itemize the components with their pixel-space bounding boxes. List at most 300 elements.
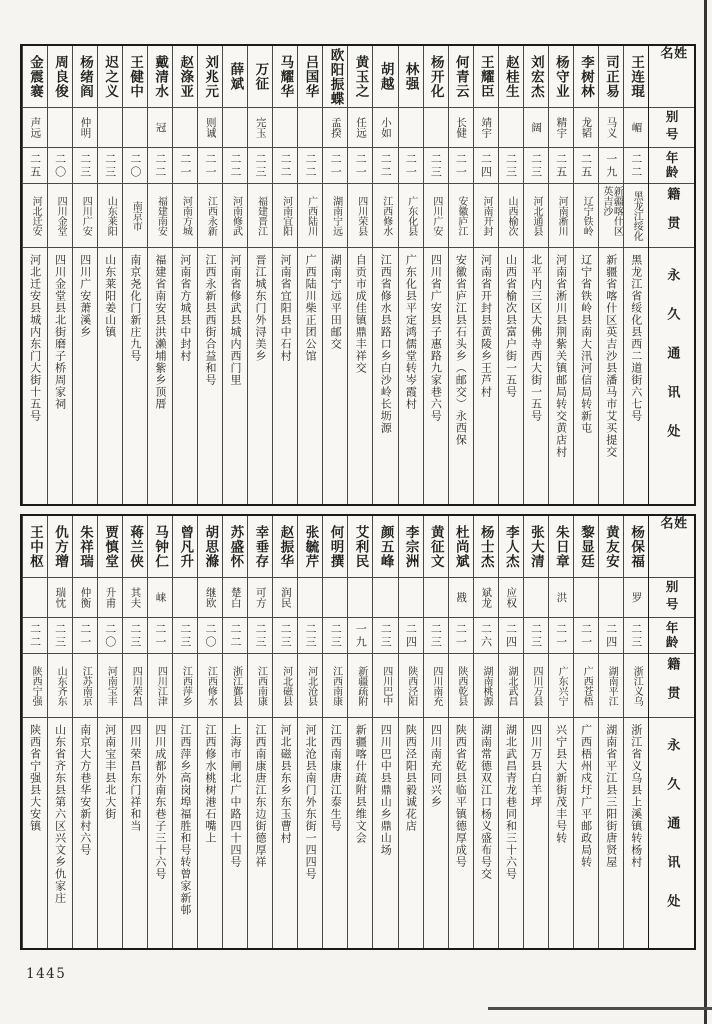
name-cell — [73, 516, 97, 578]
age-text: 二一 — [153, 622, 167, 649]
name-cell — [273, 516, 297, 578]
age-cell — [223, 618, 247, 654]
person-column — [623, 46, 648, 504]
name-cell — [198, 46, 222, 108]
origin-text: 河南宜阳 — [280, 195, 292, 236]
person-column — [122, 46, 147, 504]
age-text: 二二 — [28, 622, 42, 649]
name-cell — [348, 46, 372, 108]
alias-cell — [449, 578, 473, 618]
alias-cell — [148, 578, 172, 618]
age-text: 二三 — [254, 622, 268, 649]
address-text: 辽宁省铁岭县南大汛河信局转新屯 — [579, 254, 593, 434]
alias-cell — [574, 108, 598, 148]
name-text: 吕国华 — [302, 54, 319, 99]
address-cell — [123, 718, 147, 948]
age-text: 二一 — [78, 622, 92, 649]
address-text: 黑龙江省绥化县西二道街六七号 — [629, 254, 643, 422]
age-cell — [198, 148, 222, 184]
alias-cell — [223, 578, 247, 618]
alias-cell — [123, 578, 147, 618]
header-column — [648, 46, 694, 504]
name-cell — [624, 46, 648, 108]
alias-text: 完玉 — [254, 117, 267, 138]
age-text: 二〇 — [128, 152, 142, 179]
name-text: 马耀华 — [277, 54, 294, 99]
age-text: 二三 — [329, 622, 343, 649]
alias-cell — [73, 578, 97, 618]
origin-cell — [23, 184, 47, 248]
address-text: 山东省齐东县第六区兴文乡仇家庄 — [53, 724, 67, 904]
age-text: 二一 — [178, 152, 192, 179]
address-cell — [48, 248, 72, 504]
age-text: 二〇 — [103, 622, 117, 649]
origin-text: 河南淅川 — [556, 195, 568, 236]
name-cell — [524, 46, 548, 108]
name-cell — [373, 516, 397, 578]
name-cell — [123, 516, 147, 578]
origin-text: 四川广安 — [430, 195, 442, 236]
origin-cell — [73, 654, 97, 718]
person-column — [297, 516, 322, 948]
header-cell-age — [649, 618, 694, 654]
origin-text: 四川广安 — [80, 195, 92, 236]
origin-cell — [449, 184, 473, 248]
address-cell — [624, 248, 648, 504]
alias-cell — [449, 108, 473, 148]
age-text: 二三 — [429, 152, 443, 179]
origin-text: 四川南充 — [430, 665, 442, 706]
name-cell — [449, 516, 473, 578]
name-cell — [373, 46, 397, 108]
alias-cell — [549, 108, 573, 148]
address-text: 新疆喀什疏附县维文会 — [354, 724, 368, 844]
alias-text: 仲明 — [79, 117, 92, 138]
alias-cell — [499, 578, 523, 618]
person-column — [423, 516, 448, 948]
name-text: 曾凡升 — [177, 524, 194, 569]
origin-cell — [624, 184, 648, 248]
name-text: 蒋兰侠 — [127, 524, 144, 569]
name-text: 王健中 — [127, 54, 144, 99]
age-cell — [549, 618, 573, 654]
person-column — [322, 516, 347, 948]
alias-cell — [373, 578, 397, 618]
origin-text: 陕西泾阳 — [405, 665, 417, 706]
name-cell — [524, 516, 548, 578]
header-label-age: 年龄 — [664, 621, 680, 650]
name-cell — [173, 516, 197, 578]
name-text: 刘兆元 — [202, 54, 219, 99]
address-text: 河北迁安县城内东门大街十五号 — [28, 254, 42, 422]
age-text: 二三 — [304, 622, 318, 649]
address-cell — [323, 248, 347, 504]
origin-text: 湖南桃源 — [480, 665, 492, 706]
person-column — [598, 516, 623, 948]
origin-cell — [148, 184, 172, 248]
person-column — [372, 46, 397, 504]
age-text: 二一 — [404, 152, 418, 179]
name-cell — [574, 516, 598, 578]
alias-cell — [148, 108, 172, 148]
address-text: 江西萍乡高岗埠福胜和号转曾家新邨 — [178, 724, 192, 916]
name-cell — [449, 46, 473, 108]
alias-cell — [298, 578, 322, 618]
origin-cell — [173, 184, 197, 248]
name-text: 赵涤亚 — [177, 54, 194, 99]
alias-text: 升甫 — [104, 587, 117, 608]
age-cell — [449, 618, 473, 654]
age-cell — [348, 148, 372, 184]
address-cell — [549, 248, 573, 504]
origin-cell — [599, 184, 623, 248]
address-cell — [524, 718, 548, 948]
origin-cell — [399, 654, 423, 718]
person-column — [473, 516, 498, 948]
name-text: 朱祥瑞 — [77, 524, 94, 569]
origin-text: 河南方城 — [180, 195, 192, 236]
name-text: 杨保福 — [628, 524, 645, 569]
address-text: 四川巴中县鼎山乡鼎山场 — [379, 724, 393, 856]
address-cell — [449, 718, 473, 948]
alias-text: 崃 — [154, 592, 167, 603]
address-text: 四川南充同兴乡 — [429, 724, 443, 808]
origin-cell — [298, 654, 322, 718]
age-cell — [449, 148, 473, 184]
name-text: 万征 — [252, 62, 269, 91]
name-cell — [148, 516, 172, 578]
name-text: 金震褰 — [26, 54, 43, 99]
name-text: 刘宏杰 — [527, 54, 544, 99]
age-cell — [323, 618, 347, 654]
origin-text: 河北通县 — [531, 195, 543, 236]
age-cell — [123, 148, 147, 184]
origin-text: 浙江鄞县 — [230, 665, 242, 706]
person-column — [197, 46, 222, 504]
origin-text: 河北沧县 — [305, 665, 317, 706]
alias-cell — [599, 578, 623, 618]
person-column — [97, 516, 122, 948]
alias-cell — [424, 108, 448, 148]
person-column — [222, 46, 247, 504]
age-cell — [248, 618, 272, 654]
origin-cell — [198, 654, 222, 718]
address-text: 河南省方城县中封村 — [178, 254, 192, 362]
age-cell — [173, 618, 197, 654]
alias-text: 瑞忱 — [54, 587, 67, 608]
alias-cell — [524, 108, 548, 148]
age-cell — [499, 618, 523, 654]
address-text: 山西省榆次县富户街一五号 — [504, 254, 518, 398]
origin-cell — [399, 184, 423, 248]
address-text: 四川成都外南东巷子三十六号 — [153, 724, 167, 880]
alias-cell — [98, 108, 122, 148]
age-text: 二三 — [529, 152, 543, 179]
alias-cell — [574, 578, 598, 618]
age-cell — [48, 148, 72, 184]
origin-text: 四川万县 — [531, 665, 543, 706]
name-cell — [273, 46, 297, 108]
age-text: 二三 — [379, 622, 393, 649]
person-column — [623, 516, 648, 948]
origin-cell — [499, 184, 523, 248]
age-cell — [148, 618, 172, 654]
origin-text: 南京市 — [130, 200, 142, 231]
name-text: 颜五峰 — [377, 524, 394, 569]
alias-cell — [549, 578, 573, 618]
origin-text: 江苏南京 — [80, 665, 92, 706]
address-cell — [599, 718, 623, 948]
origin-cell — [273, 184, 297, 248]
name-text: 马钟仁 — [152, 524, 169, 569]
address-text: 河南省宜阳县中石村 — [279, 254, 293, 362]
address-cell — [424, 248, 448, 504]
age-cell — [198, 618, 222, 654]
alias-cell — [424, 578, 448, 618]
age-text: 二三 — [529, 622, 543, 649]
name-cell — [98, 46, 122, 108]
age-cell — [474, 148, 498, 184]
name-cell — [599, 516, 623, 578]
alias-text: 洪 — [555, 592, 568, 603]
name-text: 王连琨 — [628, 54, 645, 99]
name-text: 李树林 — [577, 54, 594, 99]
alias-cell — [348, 578, 372, 618]
origin-text: 河北磁县 — [280, 665, 292, 706]
alias-text: 龙韬 — [580, 117, 593, 138]
name-cell — [148, 46, 172, 108]
age-cell — [23, 618, 47, 654]
name-text: 杨开化 — [427, 54, 444, 99]
origin-text: 广西苍梧 — [581, 665, 593, 706]
age-text: 二五 — [554, 152, 568, 179]
age-cell — [323, 148, 347, 184]
age-cell — [148, 148, 172, 184]
age-text: 二二 — [304, 152, 318, 179]
address-cell — [298, 718, 322, 948]
name-text: 赵桂生 — [502, 54, 519, 99]
alias-text: 可方 — [254, 587, 267, 608]
name-cell — [474, 46, 498, 108]
address-cell — [474, 718, 498, 948]
age-text: 二三 — [629, 622, 643, 649]
name-text: 幸垂存 — [252, 524, 269, 569]
alias-text: 任远 — [354, 117, 367, 138]
alias-cell — [173, 578, 197, 618]
address-cell — [98, 248, 122, 504]
age-cell — [624, 148, 648, 184]
address-cell — [148, 718, 172, 948]
address-cell — [248, 718, 272, 948]
origin-text: 山东齐东 — [55, 665, 67, 706]
address-cell — [273, 718, 297, 948]
age-cell — [373, 148, 397, 184]
age-text: 二一 — [329, 152, 343, 179]
address-text: 浙江省义乌县上溪镇转杨村 — [629, 724, 643, 868]
address-cell — [348, 718, 372, 948]
age-text: 二一 — [354, 152, 368, 179]
name-text: 杨守业 — [552, 54, 569, 99]
name-text: 苏盛怀 — [227, 524, 244, 569]
person-column — [97, 46, 122, 504]
alias-cell — [248, 578, 272, 618]
origin-cell — [524, 654, 548, 718]
address-cell — [173, 248, 197, 504]
person-column — [448, 516, 473, 948]
name-text: 杨绪阎 — [77, 54, 94, 99]
name-cell — [399, 46, 423, 108]
origin-cell — [173, 654, 197, 718]
name-text: 何明撰 — [327, 524, 344, 569]
name-cell — [499, 516, 523, 578]
origin-text: 四川巴中 — [380, 665, 392, 706]
name-text: 张毓芹 — [302, 524, 319, 569]
address-cell — [73, 248, 97, 504]
age-cell — [98, 148, 122, 184]
origin-text: 广西陆川 — [305, 195, 317, 236]
age-text: 二三 — [128, 622, 142, 649]
address-text: 江西南康唐江东边街德厚祥 — [254, 724, 268, 868]
alias-cell — [323, 108, 347, 148]
name-text: 胡思滌 — [202, 524, 219, 569]
person-column — [372, 516, 397, 948]
age-cell — [624, 618, 648, 654]
person-column — [598, 46, 623, 504]
name-cell — [23, 46, 47, 108]
origin-text: 山西榆次 — [505, 195, 517, 236]
address-cell — [524, 248, 548, 504]
name-cell — [348, 516, 372, 578]
origin-text: 四川荣昌 — [130, 665, 142, 706]
name-text: 杨士杰 — [477, 524, 494, 569]
address-text: 四川金堂县北街磨子桥周家祠 — [53, 254, 67, 410]
name-cell — [549, 46, 573, 108]
address-text: 四川荣昌东门祥和当 — [128, 724, 142, 832]
alias-cell — [198, 578, 222, 618]
age-cell — [123, 618, 147, 654]
origin-text: 安徽庐江 — [455, 195, 467, 236]
name-cell — [424, 46, 448, 108]
age-cell — [549, 148, 573, 184]
address-cell — [348, 248, 372, 504]
alias-cell — [499, 108, 523, 148]
address-text: 南京尧化门新庄九号 — [128, 254, 142, 362]
age-text: 二一 — [554, 622, 568, 649]
address-cell — [173, 718, 197, 948]
person-column — [272, 516, 297, 948]
address-text: 河南省修武县城内西门里 — [229, 254, 242, 386]
name-cell — [424, 516, 448, 578]
alias-cell — [624, 578, 648, 618]
age-text: 二二 — [153, 152, 167, 179]
address-cell — [599, 248, 623, 504]
origin-cell — [449, 654, 473, 718]
name-text: 朱日章 — [552, 524, 569, 569]
origin-text: 广东兴宁 — [556, 665, 568, 706]
alias-cell — [123, 108, 147, 148]
person-column — [172, 46, 197, 504]
age-text: 二一 — [454, 622, 468, 649]
origin-cell — [98, 184, 122, 248]
name-cell — [599, 46, 623, 108]
address-cell — [23, 718, 47, 948]
header-label-name: 姓名 — [657, 46, 687, 77]
age-cell — [399, 148, 423, 184]
person-column — [573, 46, 598, 504]
age-text: 二二 — [629, 152, 643, 179]
address-cell — [549, 718, 573, 948]
age-cell — [298, 148, 322, 184]
name-text: 赵振华 — [277, 524, 294, 569]
address-text: 四川万县白羊坪 — [529, 724, 543, 808]
address-text: 广西梧州戍圩广平邮政局转 — [579, 724, 593, 868]
alias-text: 则诚 — [204, 117, 217, 138]
person-column — [22, 46, 47, 504]
header-cell-address — [649, 718, 694, 948]
age-cell — [223, 148, 247, 184]
name-cell — [574, 46, 598, 108]
alias-text: 继欧 — [204, 587, 217, 608]
name-cell — [98, 516, 122, 578]
age-cell — [599, 618, 623, 654]
alias-text: 斌龙 — [480, 587, 493, 608]
origin-cell — [248, 184, 272, 248]
address-text: 湖南宁远平田邮交 — [329, 254, 343, 350]
alias-cell — [348, 108, 372, 148]
name-text: 林强 — [402, 62, 419, 91]
alias-text: 孟揆 — [329, 117, 342, 138]
age-text: 二五 — [28, 152, 42, 179]
alias-text: 马义 — [605, 117, 618, 138]
name-cell — [298, 516, 322, 578]
person-column — [448, 46, 473, 504]
name-cell — [48, 46, 72, 108]
header-label-alias: 别号 — [664, 580, 680, 615]
origin-cell — [248, 654, 272, 718]
address-cell — [223, 718, 247, 948]
origin-cell — [599, 654, 623, 718]
name-text: 司正易 — [603, 54, 620, 99]
header-cell-age — [649, 148, 694, 184]
person-column — [398, 516, 423, 948]
age-cell — [73, 148, 97, 184]
header-label-alias: 别号 — [664, 110, 680, 145]
origin-text: 新疆喀什区英吉沙 — [600, 186, 623, 236]
alias-cell — [399, 578, 423, 618]
alias-cell — [399, 108, 423, 148]
address-text: 湖南省平江县三阳街唐贤屋 — [604, 724, 618, 868]
origin-text: 四川荣县 — [355, 195, 367, 236]
alias-text: 仲衡 — [79, 587, 92, 608]
address-cell — [373, 248, 397, 504]
name-cell — [123, 46, 147, 108]
address-text: 河南省开封县黄陵乡王芦村 — [479, 254, 493, 398]
address-text: 新疆省喀什区英吉沙县潘马市艾买提交 — [604, 254, 618, 458]
alias-text: 靖宇 — [480, 117, 493, 138]
address-cell — [474, 248, 498, 504]
origin-cell — [323, 654, 347, 718]
origin-cell — [223, 184, 247, 248]
alias-text: 应权 — [505, 587, 518, 608]
address-cell — [123, 248, 147, 504]
age-text: 一九 — [354, 622, 368, 649]
alias-cell — [23, 108, 47, 148]
header-label-address: 永久通讯处 — [664, 738, 680, 933]
origin-text: 广东化县 — [405, 195, 417, 236]
name-text: 胡越 — [377, 62, 394, 91]
address-text: 陕西省宁强县大安镇 — [28, 724, 42, 832]
address-cell — [399, 718, 423, 948]
